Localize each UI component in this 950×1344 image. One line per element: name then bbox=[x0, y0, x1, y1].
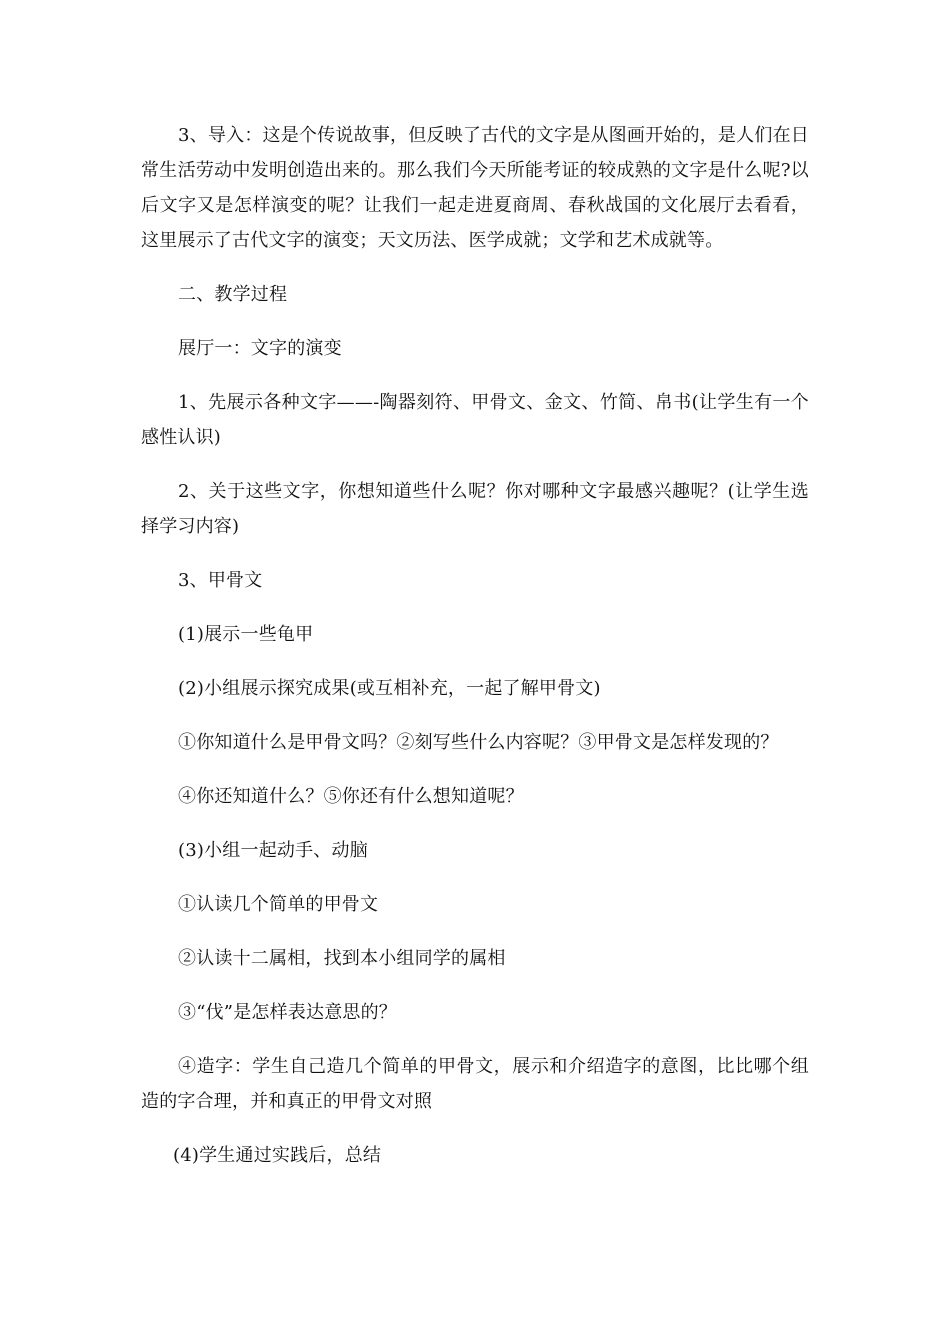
sub-item-hands-on: (3)小组一起动手、动脑 bbox=[178, 840, 368, 861]
task-zodiac: ②认读十二属相，找到本小组同学的属相 bbox=[178, 948, 506, 969]
task-create-characters: ④造字：学生自己造几个简单的甲骨文，展示和介绍造字的意图，比比哪个组造的字合理，并和真正的甲骨文对照 bbox=[141, 1056, 809, 1112]
document-body bbox=[141, 118, 809, 1192]
sub-item-summary: (4)学生通过实践后，总结 bbox=[173, 1145, 382, 1166]
paragraph-intro: 3、导入：这是个传说故事，但反映了古代的文字是从图画开始的，是人们在日常生活劳动中发明创造出来的。那么我们今天所能考证的较成熟的文字是什么呢?以后文字又是怎样演变的呢？让我们一起走进夏商周、春秋战国的文化展厅去看看，这里展示了古代文字的演变；天文历法、医学成就；文学和艺术成就等。 bbox=[141, 125, 809, 251]
list-item-oracle-bone: 3、甲骨文 bbox=[178, 570, 263, 591]
sub-item-turtle-shells: (1)展示一些龟甲 bbox=[178, 624, 314, 645]
task-read-oracle: ①认读几个简单的甲骨文 bbox=[178, 894, 379, 915]
questions-four-five: ④你还知道什么？⑤你还有什么想知道呢？ bbox=[178, 786, 524, 807]
task-fa-character: ③“伐”是怎样表达意思的？ bbox=[178, 1002, 398, 1023]
hall-heading-writing-evolution: 展厅一：文字的演变 bbox=[178, 338, 342, 359]
list-item-student-interest: 2、关于这些文字，你想知道些什么呢？你对哪种文字最感兴趣呢？(让学生选择学习内容) bbox=[141, 481, 809, 537]
questions-one-to-three: ①你知道什么是甲骨文吗？②刻写些什么内容呢？③甲骨文是怎样发现的？ bbox=[178, 732, 779, 753]
list-item-show-scripts: 1、先展示各种文字——-陶器刻符、甲骨文、金文、竹简、帛书(让学生有一个感性认识) bbox=[141, 392, 809, 448]
sub-item-group-results: (2)小组展示探究成果(或互相补充，一起了解甲骨文) bbox=[178, 678, 601, 699]
section-heading-teaching-process: 二、教学过程 bbox=[178, 284, 288, 305]
